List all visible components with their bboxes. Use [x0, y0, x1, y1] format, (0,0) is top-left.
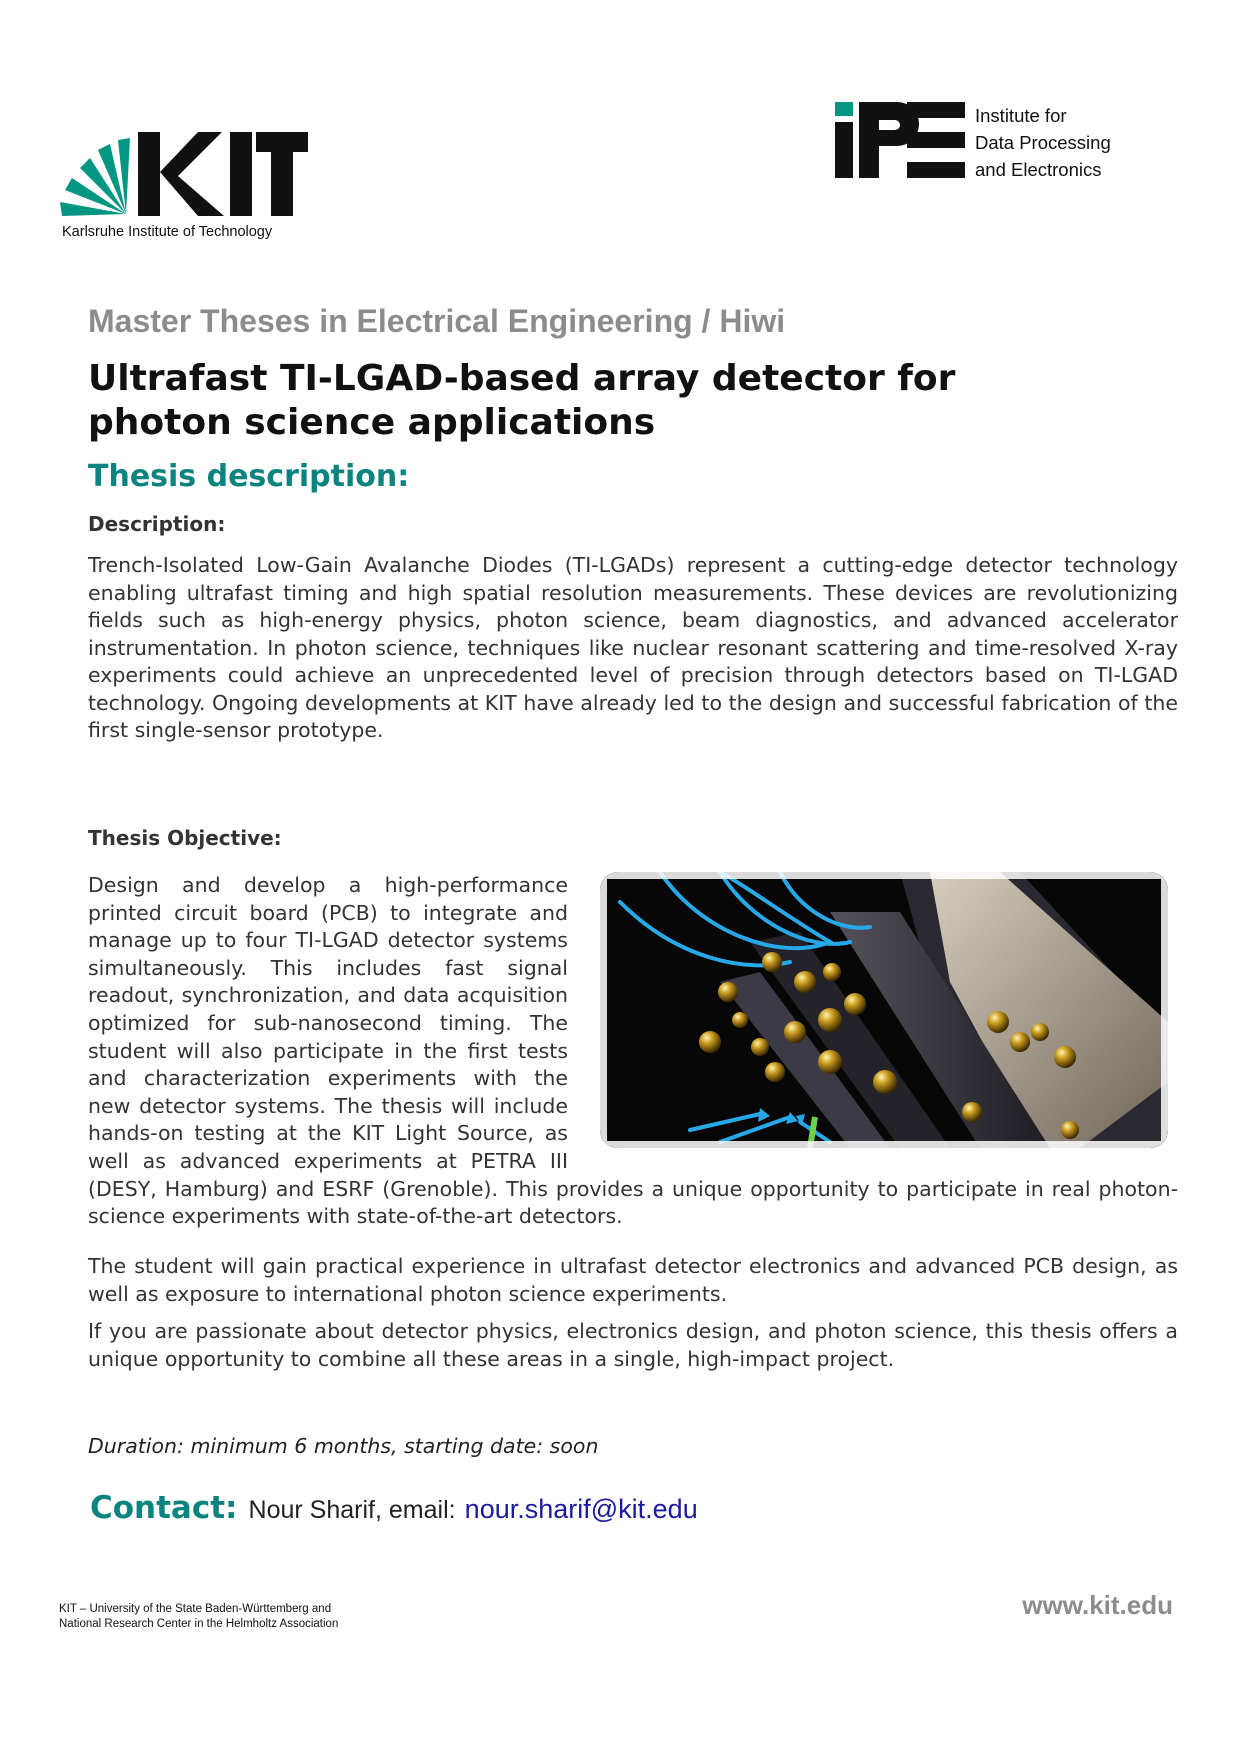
objective-heading: Thesis Objective: [88, 826, 282, 850]
objective-text: Design and develop a high-performance printed circuit board (PCB) to integrate and manage up to four TI-LGAD detector systems simultaneously. This includes fast signal readout, synchronization, and data acquisition optimized for sub-nanosecond timing. The student will also participate in the first tests and characterization experiments with the new detector systems. The thesis will include hands-on testing at the KIT Light Source, as well as advanced experiments at PETRA III (DESY, Hamburg) and ESRF (Grenoble). This provides a unique opportunity to participate in real photon-science experiments with state-of-the-art detectors. [88, 873, 1178, 1229]
kit-subtitle: Karlsruhe Institute of Technology [62, 224, 273, 240]
thesis-description-heading: Thesis description: [88, 459, 410, 494]
detector-illustration-image [600, 872, 1168, 1148]
ipe-logo-graphic [835, 102, 967, 178]
page-kicker: Master Theses in Electrical Engineering / Hiwi [88, 303, 786, 339]
detector-illustration [592, 872, 1178, 1148]
ipe-logo [835, 100, 1155, 190]
svg-text:KIT: KIT [60, 128, 62, 129]
contact-name: Nour Sharif, email: [248, 1496, 456, 1524]
contact-section [90, 1490, 698, 1540]
footer-affiliation [59, 1602, 338, 1632]
footer-line-1: KIT – University of the State Baden-Württemberg and [59, 1603, 332, 1615]
objective-section [88, 872, 1178, 1231]
kit-logo [60, 128, 310, 248]
footer-line-2: National Research Center in the Helmholtz Association [59, 1618, 339, 1630]
ipe-line-1: Institute for [975, 105, 1067, 126]
footer-website-link[interactable]: www.kit.edu [1022, 1590, 1173, 1620]
ipe-line-2: Data Processing [975, 132, 1111, 153]
objective-paragraph-3: If you are passionate about detector physics, electronics design, and photon science, this thesis offers a unique opportunity to combine all these areas in a single, high-impact project. [88, 1319, 1178, 1371]
ipe-institute-name [975, 102, 1111, 183]
description-heading: Description: [88, 512, 226, 536]
kit-fan-icon [60, 138, 130, 216]
objective-paragraph-2: The student will gain practical experience in ultrafast detector electronics and advanced PCB design, as well as exposure to international photon science experiments. [88, 1254, 1178, 1306]
contact-email-link[interactable]: nour.sharif@kit.edu [464, 1494, 698, 1524]
page-title [88, 357, 1138, 445]
page-title-line-2: photon science applications [88, 402, 656, 443]
ipe-line-3: and Electronics [975, 159, 1102, 180]
contact-label: Contact: [90, 1490, 238, 1526]
page-title-line-1: Ultrafast TI-LGAD-based array detector for [88, 358, 956, 399]
kit-logo-graphic [60, 128, 310, 223]
description-text: Trench-Isolated Low-Gain Avalanche Diodes (TI-LGADs) represent a cutting-edge detector technology enabling ultrafast timing and high spatial resolution measurements. These devices are revolutionizing fields such as high-energy physics, photon science, beam diagnostics, and advanced accelerator instrumentation. In photon science, techniques like nuclear resonant scattering and time-resolved X-ray experiments could achieve an unprecedented level of precision through detectors based on TI-LGAD technology. Ongoing developments at KIT have already led to the design and successful fabrication of the first single-sensor prototype. [88, 553, 1178, 742]
duration-text: Duration: minimum 6 months, starting date: soon [88, 1434, 599, 1458]
